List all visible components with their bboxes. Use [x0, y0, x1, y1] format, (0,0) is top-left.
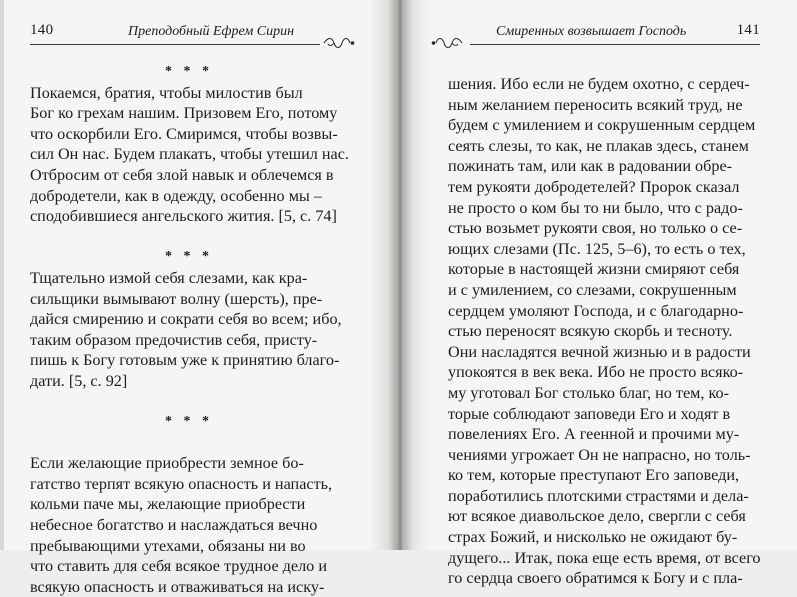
text-line: ко тем, которые преступают Его заповеди, [448, 466, 740, 485]
header-rule [470, 44, 760, 45]
left-page-body [30, 62, 348, 597]
page-number: 141 [736, 22, 760, 38]
text-line: ным желанием переносить всякий труд, не [448, 95, 743, 114]
text-line: таким образом предочистив себя, присту- [30, 330, 318, 349]
text-line: сеять слезы, то как, не плакав здесь, станем [448, 136, 749, 155]
text-line: сильщики вымывают волну (шерсть), пре- [30, 289, 323, 308]
text-line: дати. [5, с. 92] [30, 371, 128, 390]
left-page-header [30, 14, 360, 50]
book-gutter-shadow [370, 0, 430, 550]
text-line: дущего... Итак, пока еще есть время, от всего [448, 548, 761, 567]
text-line: гатство терпят всякую опасность и напасть, [30, 474, 333, 493]
text-line: что оскорбили Его. Смиримся, чтобы возвы- [30, 124, 338, 143]
running-title: Преподобный Ефрем Сирин [128, 24, 295, 39]
text-line: ющих слезами (Пс. 125, 5–6), то есть о тех, [448, 239, 746, 258]
blank-line [30, 227, 348, 248]
text-line: му уготовал Бог столько благ, но тем, ко- [448, 383, 730, 402]
page-number: 140 [30, 22, 54, 38]
text-line: сердцем умоляют Господа, и с благодарно- [448, 301, 744, 320]
running-title: Смиренных возвышает Господь [496, 24, 687, 39]
text-line: страх Божий, и нисколько не ожидают бу- [448, 528, 738, 547]
text-line: упокоятся в век века. Ибо не просто всяко- [448, 363, 744, 382]
right-page [408, 0, 797, 588]
text-line: будем с умилением и сокрушенным сердцем [448, 116, 756, 135]
text-line: поработились плотскими страстями и дела- [448, 486, 749, 505]
text-line: которые в настоящей жизни смиряют себя [448, 260, 740, 279]
text-line: всякую опасность и отваживаться на иску- [30, 577, 325, 596]
text-line: пребывающими утехами, обязаны ни во [30, 536, 306, 555]
flourish-ornament-icon [430, 36, 464, 50]
text-line: шения. Ибо если не будем охотно, с сердеч- [448, 75, 750, 93]
text-line: го сердца своего обратимся к Богу и с пла- [448, 569, 743, 588]
right-page-header [420, 14, 760, 50]
text-line: чениями угрожает Он не напрасно, но толь- [448, 445, 751, 464]
text-line: кольми паче мы, желающие приобрести [30, 495, 306, 514]
text-line: стью переносят всякую скорбь и тесноту. [448, 322, 733, 341]
text-line: добродетели, как в одежду, особенно мы – [30, 186, 322, 205]
text-line: пишь к Богу готовым уже к принятию благо- [30, 351, 340, 370]
text-line: Покаемся, братия, чтобы милостив был [30, 83, 303, 102]
text-line: Если желающие приобрести земное бо- [30, 454, 304, 473]
text-line: сил Он нас. Будем плакать, чтобы утешил нас. [30, 145, 349, 164]
right-page-body [448, 74, 766, 589]
text-line: что ставить для себя всякое трудное дело и [30, 557, 327, 576]
text-line: Тщательно измой себя слезами, как кра- [30, 268, 308, 287]
text-line: пожинать там, или как в радовании обре- [448, 157, 733, 176]
text-line: тем рукояти добродетелей? Пророк сказал [448, 177, 740, 196]
left-page [0, 0, 392, 596]
text-line: небесное богатство и наслаждаться вечно [30, 516, 318, 535]
section-separator: * * * [165, 249, 213, 265]
text-line: и с умилением, со слезами, сокрушенным [448, 280, 737, 299]
blank-line [30, 433, 348, 454]
section-separator: * * * [165, 414, 213, 430]
text-line: ют всякое диавольское дело, свергли с себя [448, 507, 746, 526]
page-edge [0, 0, 4, 550]
text-line: сподобившиеся ангельского жития. [5, с. 74] [30, 207, 337, 226]
text-line: Отбросим от себя злой навык и облечемся в [30, 165, 334, 184]
section-separator: * * * [165, 64, 213, 79]
header-rule [30, 44, 320, 45]
text-line: торые соблюдают заповеди Его и ходят в [448, 404, 731, 423]
blank-line [30, 392, 348, 413]
text-line: повелениях Его. А геенной и прочими му- [448, 425, 740, 444]
text-line: Они насладятся вечной жизнью и в радости [448, 342, 751, 361]
text-line: стью возьмет рукояти своя, но только о се- [448, 219, 743, 238]
text-line: Бог ко грехам нашим. Призовем Его, потому [30, 104, 338, 123]
text-line: не просто о ком бы то ни было, что с радо- [448, 198, 743, 217]
flourish-ornament-icon [322, 36, 356, 50]
text-line: дайся смирению и сократи себя во всем; ибо, [30, 310, 342, 329]
